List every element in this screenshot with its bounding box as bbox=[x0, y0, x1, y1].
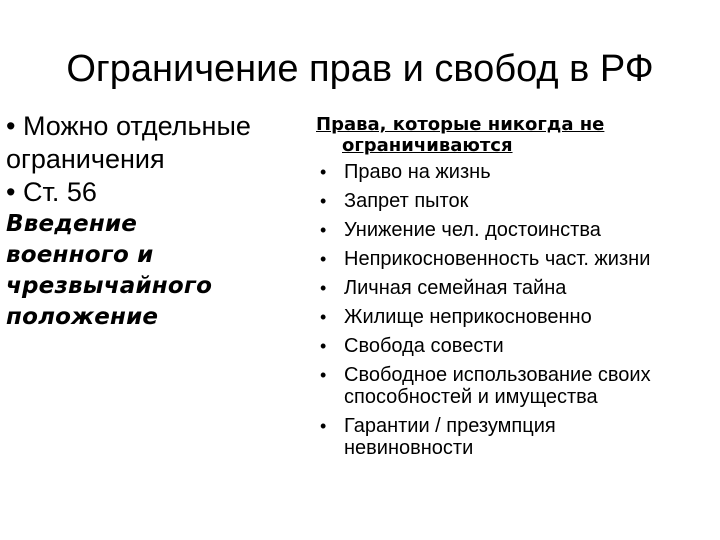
list-item-text-cont: способностей и имущества bbox=[344, 386, 598, 408]
list-item-text: Право на жизнь bbox=[344, 161, 491, 183]
list-item bbox=[300, 364, 720, 408]
bullet-icon: • bbox=[320, 220, 327, 240]
rights-heading-line: Права, которые никогда не bbox=[316, 114, 605, 135]
list-item-text: Гарантии / презумпция bbox=[344, 415, 556, 437]
bullet-icon: • bbox=[320, 162, 327, 182]
bullet-icon: • bbox=[320, 249, 327, 269]
bullet-icon: • bbox=[320, 278, 327, 298]
list-item bbox=[300, 161, 720, 183]
bullet-icon: • bbox=[320, 365, 327, 385]
list-item bbox=[300, 335, 720, 357]
left-bullet-article: • Ст. 56 bbox=[6, 177, 97, 207]
list-item bbox=[300, 277, 720, 299]
list-item bbox=[300, 248, 720, 270]
bullet-icon: • bbox=[320, 307, 327, 327]
list-item-text: Неприкосновенность част. жизни bbox=[344, 248, 651, 270]
bullet-icon: • bbox=[320, 416, 327, 436]
rights-heading bbox=[300, 114, 720, 156]
list-item-text: Свободное использование своих bbox=[344, 364, 651, 386]
emphasis-line: Введение bbox=[6, 211, 138, 237]
list-item bbox=[300, 306, 720, 328]
bullet-icon: • bbox=[320, 336, 327, 356]
emphasis-line: военного и bbox=[6, 242, 154, 268]
emphasis-block bbox=[6, 209, 311, 333]
list-item-text: Запрет пыток bbox=[344, 190, 469, 212]
list-item-text: Свобода совести bbox=[344, 335, 504, 357]
list-item bbox=[300, 415, 720, 459]
left-bullet-restrictions-cont: ограничения bbox=[6, 144, 165, 174]
list-item bbox=[300, 219, 720, 241]
left-column bbox=[6, 110, 311, 333]
emphasis-line: чрезвычайного bbox=[6, 273, 213, 299]
rights-list bbox=[300, 161, 720, 459]
list-item-text: Жилище неприкосновенно bbox=[344, 306, 592, 328]
bullet-icon: • bbox=[320, 191, 327, 211]
list-item bbox=[300, 190, 720, 212]
slide-title: Ограничение прав и свобод в РФ bbox=[66, 48, 654, 90]
list-item-text: Личная семейная тайна bbox=[344, 277, 567, 299]
list-item-text: Унижение чел. достоинства bbox=[344, 219, 601, 241]
left-bullet-restrictions: • Можно отдельные bbox=[6, 111, 251, 141]
right-column bbox=[300, 114, 720, 466]
list-item-text-cont: невиновности bbox=[344, 437, 474, 459]
emphasis-line: положение bbox=[6, 304, 159, 330]
rights-heading-line: ограничиваются bbox=[342, 135, 513, 156]
